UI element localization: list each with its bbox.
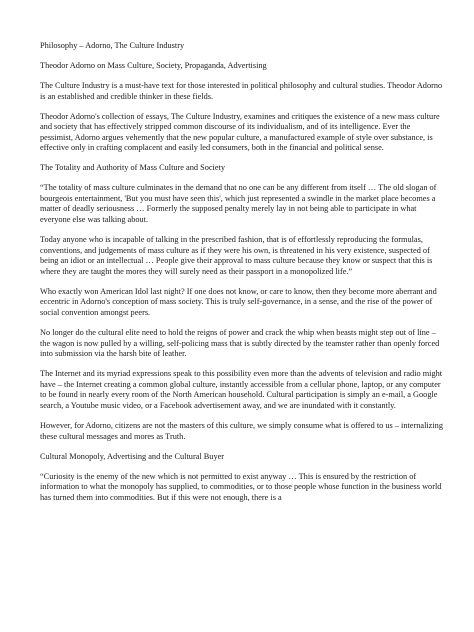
quote-paragraph: “The totality of mass culture culminates in the demand that no one can be any different from itself … The old slogan of bourgeois entertainment, 'But you must have seen this', which just represented a swindle in the market place becomes a matter of deadly seriousness … Formerly the supposed penalty merely lay in not being able to participate in what everyone else was talking about. [40, 183, 437, 225]
body-paragraph: However, for Adorno, citizens are not the masters of this culture, we simply consume what is offered to us – internalizing these cultural messages and mores as Truth. [40, 420, 443, 441]
document-title: Philosophy – Adorno, The Culture Industry [40, 41, 185, 50]
quote-paragraph: Today anyone who is incapable of talking in the prescribed fashion, that is of effortlessly reproducing the formulas, conventions, and judgements of mass culture as if they were his own, is threatened in his very existence, suspected of being an idiot or an intellectual … People give their approval to mass culture because they know or suspect that this is where they are taught the mores they will surely need as their passport in a monopolized life.” [40, 235, 433, 276]
section-heading: The Totality and Authority of Mass Culture and Society [40, 163, 225, 173]
section-heading: Cultural Monopoly, Advertising and the Cultural Buyer [40, 451, 225, 461]
body-paragraph: The Internet and its myriad expressions speak to this possibility even more than the advents of television and radio might have – the Internet creating a common global culture, instantly accessible from a cellular phone, laptop, or any computer to be found in nearly every room of the North American household. Cultural participation is simply an e-mail, a Google search, a Youtube music video, or a Facebook advertisement away, and we are inundated with it constantly. [40, 369, 443, 410]
body-paragraph: Who exactly won American Idol last night? If one does not know, or care to know, then they become more aberrant and eccentric in Adorno's conception of mass society. This is truly self-governance, in a sense, and the rise of the power of social convention amongst peers. [40, 286, 437, 318]
intro-paragraph: The Culture Industry is a must-have text for those interested in political philosophy and cultural studies. Theodor Adorno is an established and credible thinker in these fields. [40, 80, 443, 101]
document-subtitle: Theodor Adorno on Mass Culture, Society, Propaganda, Advertising [40, 60, 267, 70]
intro-paragraph: Theodor Adorno's collection of essays, The Culture Industry, examines and critiques the existence of a new mass culture and society that has effectively stripped common discourse of its individualism, and of its intelligence. Ever the pessimist, Adorno argues vehemently that the new popular culture, a manufactured example of style over substance, is effective only in crafting complacent and easily led consumers, both in the financial and political sense. [40, 111, 440, 153]
body-paragraph: No longer do the cultural elite need to hold the reigns of power and crack the whip when beasts might step out of line – the wagon is now pulled by a willing, self-policing mass that is subtly directed by the teamster rather than openly forced into submission via the harsh bite of leather. [40, 328, 440, 359]
quote-paragraph: “Curiosity is the enemy of the new which is not permitted to exist anyway … This is ensured by the restriction of information to what the monopoly has supplied, to commodities, or to those people whose function in the business world has turned them into commodities. But if this were not enough, there is a [40, 471, 442, 502]
